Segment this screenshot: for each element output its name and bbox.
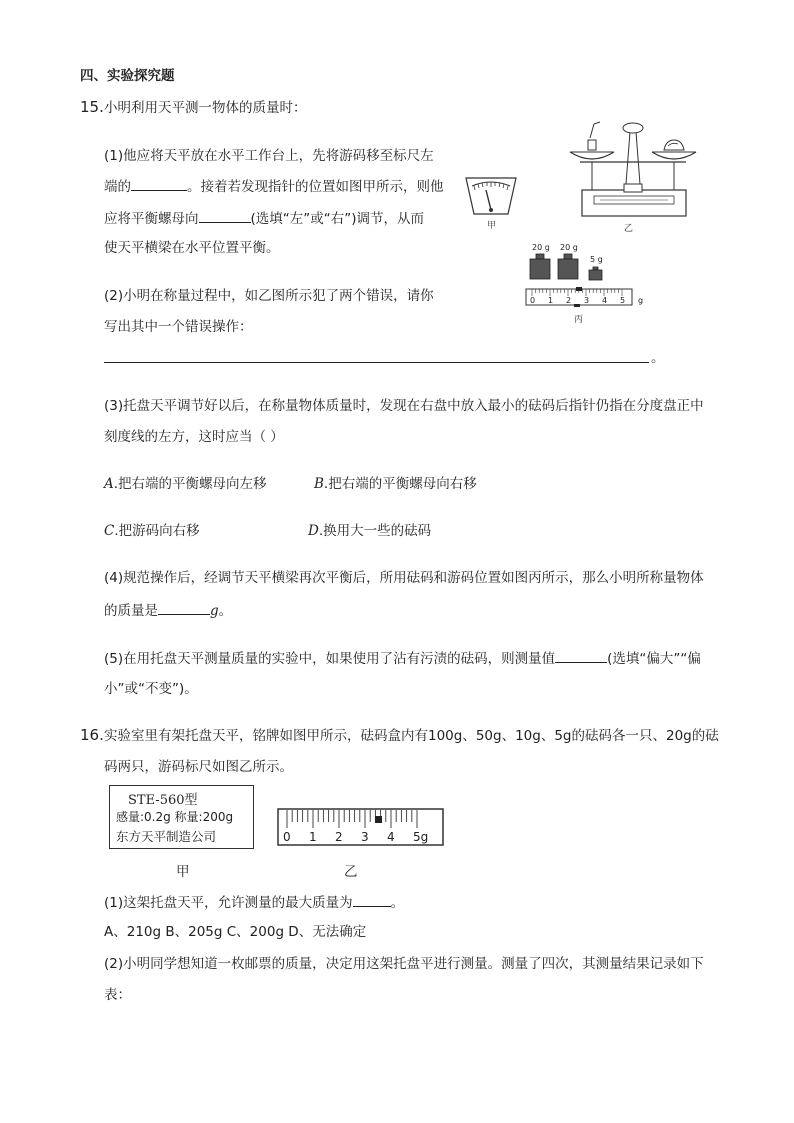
option-b-letter: B xyxy=(314,476,324,492)
option-c-letter: C xyxy=(104,523,115,539)
bing-tick-label: 3 xyxy=(584,296,590,305)
weight-1-label: 20 g xyxy=(532,243,550,252)
q16-tick-label: 2 xyxy=(335,830,343,844)
q15-p2-line2: 写出其中一个错误操作： xyxy=(104,319,253,335)
bing-tick-label: 5 xyxy=(620,296,626,305)
q15-p5-line1 xyxy=(104,648,701,669)
section-title: 四、实验探究题 xyxy=(80,68,175,84)
q15-p1-line2 xyxy=(104,176,444,197)
q15-p1-line3 xyxy=(104,208,424,229)
q16-tick-label: 3 xyxy=(361,830,369,844)
q15-p3-line1: (3)托盘天平调节好以后，在称量物体质量时，发现在右盘中放入最小的砝码后指针仍指在分度盘正中 xyxy=(104,398,704,414)
option-d-letter: D xyxy=(308,523,319,539)
nameplate-figure xyxy=(109,785,254,849)
option-a-letter: A xyxy=(104,476,114,492)
bing-tick-label: 1 xyxy=(548,296,554,305)
q15-p1-line3a: 应将平衡螺母向 xyxy=(104,211,199,227)
bing-tick-label: 0 xyxy=(530,296,536,305)
q15-p1-line3b: (选填“左”或“右”)调节，从而 xyxy=(250,211,425,227)
figure-yi-label: 乙 xyxy=(624,224,634,234)
figure-jia-dial xyxy=(462,172,522,230)
q16-slider-scale xyxy=(276,806,446,848)
figure-bing-label: 丙 xyxy=(574,315,584,325)
q15-blank-2[interactable] xyxy=(199,208,251,223)
figure-bing-weights xyxy=(522,240,644,326)
q15-blank-mass[interactable] xyxy=(158,600,210,615)
slider-rider xyxy=(375,816,382,823)
q15-p4-line2 xyxy=(104,600,232,621)
q15-p4-end: 。 xyxy=(218,603,233,619)
nameplate-maker: 东方天平制造公司 xyxy=(116,829,217,844)
option-c-text: .把游码向右移 xyxy=(114,523,200,539)
q16-p2-line2: 表： xyxy=(104,987,131,1003)
q15-option-d xyxy=(308,521,431,541)
q15-p2-line1: (2)小明在称量过程中，如乙图所示犯了两个错误，请你 xyxy=(104,288,434,304)
q16-stem-line2: 码两只，游码标尺如图乙所示。 xyxy=(104,759,293,775)
q15-p1-line1: (1)他应将天平放在水平工作台上，先将游码移至标尺左 xyxy=(104,148,434,164)
q15-blank-5[interactable] xyxy=(555,648,607,663)
q15-answer-line[interactable] xyxy=(104,362,649,363)
q15-p1-line2b: 。接着若发现指针的位置如图甲所示，则他 xyxy=(187,179,444,195)
weight-3-label: 5 g xyxy=(590,255,603,264)
q16-tick-label: 1 xyxy=(309,830,317,844)
q15-p1-line4: 使天平横梁在水平位置平衡。 xyxy=(104,240,280,256)
bing-tick-label: 4 xyxy=(602,296,608,305)
q16-p1 xyxy=(104,892,404,913)
figure-yi-balance xyxy=(560,118,710,238)
q16-options: A、210g B、205g C、200g D、无法确定 xyxy=(104,924,367,940)
q15-p2-end: 。 xyxy=(651,350,665,366)
bing-tick-label: g xyxy=(638,296,644,305)
q16-p1-end: 。 xyxy=(390,895,405,911)
q16-tick-label: 0 xyxy=(283,830,291,844)
q15-p5-line2: 小”或“不变”)。 xyxy=(104,681,198,697)
q15-p1-line2a: 端的 xyxy=(104,179,131,195)
q16-stem-line1: 实验室里有架托盘天平，铭牌如图甲所示，砝码盒内有100g、50g、10g、5g的砝码各一只、20g的砝 xyxy=(104,728,719,744)
q15-option-b xyxy=(314,474,477,494)
q16-blank-max[interactable] xyxy=(353,892,391,907)
q16-tick-label: 4 xyxy=(387,830,395,844)
q16-label-yi: 乙 xyxy=(344,864,358,880)
nameplate-spec: 感量:0.2g 称量:200g xyxy=(116,810,234,824)
bing-tick-label: 2 xyxy=(566,296,572,305)
q16-p1-text: (1)这架托盘天平，允许测量的最大质量为 xyxy=(104,895,353,911)
q15-blank-1[interactable] xyxy=(131,176,187,191)
q15-p4-line2a: 的质量是 xyxy=(104,603,158,619)
q15-p4-unit: g xyxy=(210,603,219,619)
q15-option-a xyxy=(104,474,267,494)
q15-p4-line1: (4)规范操作后，经调节天平横梁再次平衡后，所用砝码和游码位置如图丙所示，那么小明所称量物体 xyxy=(104,570,704,586)
option-d-text: .换用大一些的砝码 xyxy=(318,523,432,539)
q16-tick-label: 5g xyxy=(413,830,429,844)
q15-p3-line2: 刻度线的左方，这时应当（ ） xyxy=(104,429,284,445)
q16-p2-line1: (2)小明同学想知道一枚邮票的质量，决定用这架托盘平进行测量。测量了四次，其测量结果记录如下 xyxy=(104,956,704,972)
q15-number: 15. xyxy=(80,98,104,116)
q15-option-c xyxy=(104,521,200,541)
option-b-text: .把右端的平衡螺母向右移 xyxy=(323,476,477,492)
nameplate-model: STE-560型 xyxy=(128,793,198,808)
figure-jia-label: 甲 xyxy=(487,221,497,231)
q15-p5-line1b: (选填“偏大”“偏 xyxy=(607,651,701,667)
q15-stem: 小明利用天平测一物体的质量时： xyxy=(104,100,307,116)
q15-p5-line1a: (5)在用托盘天平测量质量的实验中，如果使用了沾有污渍的砝码，则测量值 xyxy=(104,651,556,667)
option-a-text: .把右端的平衡螺母向左移 xyxy=(113,476,267,492)
weight-2-label: 20 g xyxy=(560,243,578,252)
q16-number: 16. xyxy=(80,726,104,744)
q16-label-jia: 甲 xyxy=(176,864,190,880)
